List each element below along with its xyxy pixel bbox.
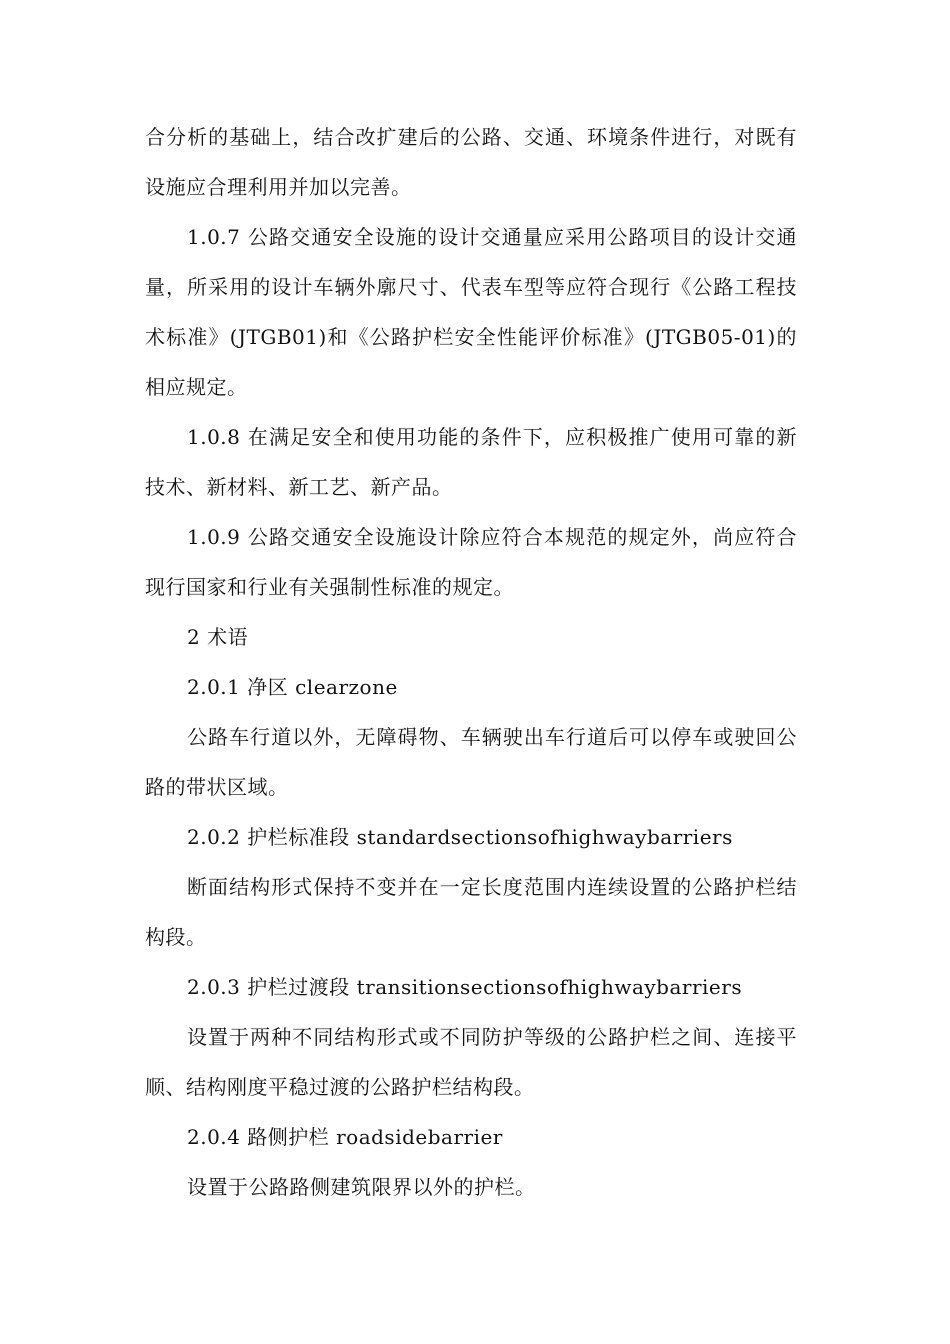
term-definition-2-0-3: 设置于两种不同结构形式或不同防护等级的公路护栏之间、连接平顺、结构刚度平稳过渡的公路护栏结构段。	[145, 1025, 797, 1099]
term-heading-2-0-4: 2.0.4 路侧护栏 roadsidebarrier	[187, 1125, 503, 1149]
section-heading-terms: 2 术语	[187, 625, 249, 649]
term-heading-2-0-3: 2.0.3 护栏过渡段 transitionsectionsofhighwaybarriers	[187, 975, 743, 999]
term-heading-2-0-1: 2.0.1 净区 clearzone	[187, 675, 398, 699]
paragraph-1-0-8: 1.0.8 在满足安全和使用功能的条件下，应积极推广使用可靠的新技术、新材料、新工艺、新产品。	[145, 425, 797, 499]
term-heading-2-0-2: 2.0.2 护栏标准段 standardsectionsofhighwaybarriers	[187, 825, 733, 849]
term-definition-2-0-4: 设置于公路路侧建筑限界以外的护栏。	[187, 1175, 536, 1199]
document-page	[145, 112, 797, 1212]
term-definition-2-0-2: 断面结构形式保持不变并在一定长度范围内连续设置的公路护栏结构段。	[145, 875, 797, 949]
paragraph-continuation: 合分析的基础上，结合改扩建后的公路、交通、环境条件进行，对既有设施应合理利用并加以完善。	[145, 125, 797, 199]
paragraph-1-0-9: 1.0.9 公路交通安全设施设计除应符合本规范的规定外，尚应符合现行国家和行业有关强制性标准的规定。	[145, 525, 797, 599]
paragraph-1-0-7: 1.0.7 公路交通安全设施的设计交通量应采用公路项目的设计交通量，所采用的设计车辆外廓尺寸、代表车型等应符合现行《公路工程技术标准》(JTGB01)和《公路护栏安全性能评价标准》(JTGB05-01)的相应规定。	[145, 225, 797, 399]
term-definition-2-0-1: 公路车行道以外，无障碍物、车辆驶出车行道后可以停车或驶回公路的带状区域。	[145, 725, 797, 799]
